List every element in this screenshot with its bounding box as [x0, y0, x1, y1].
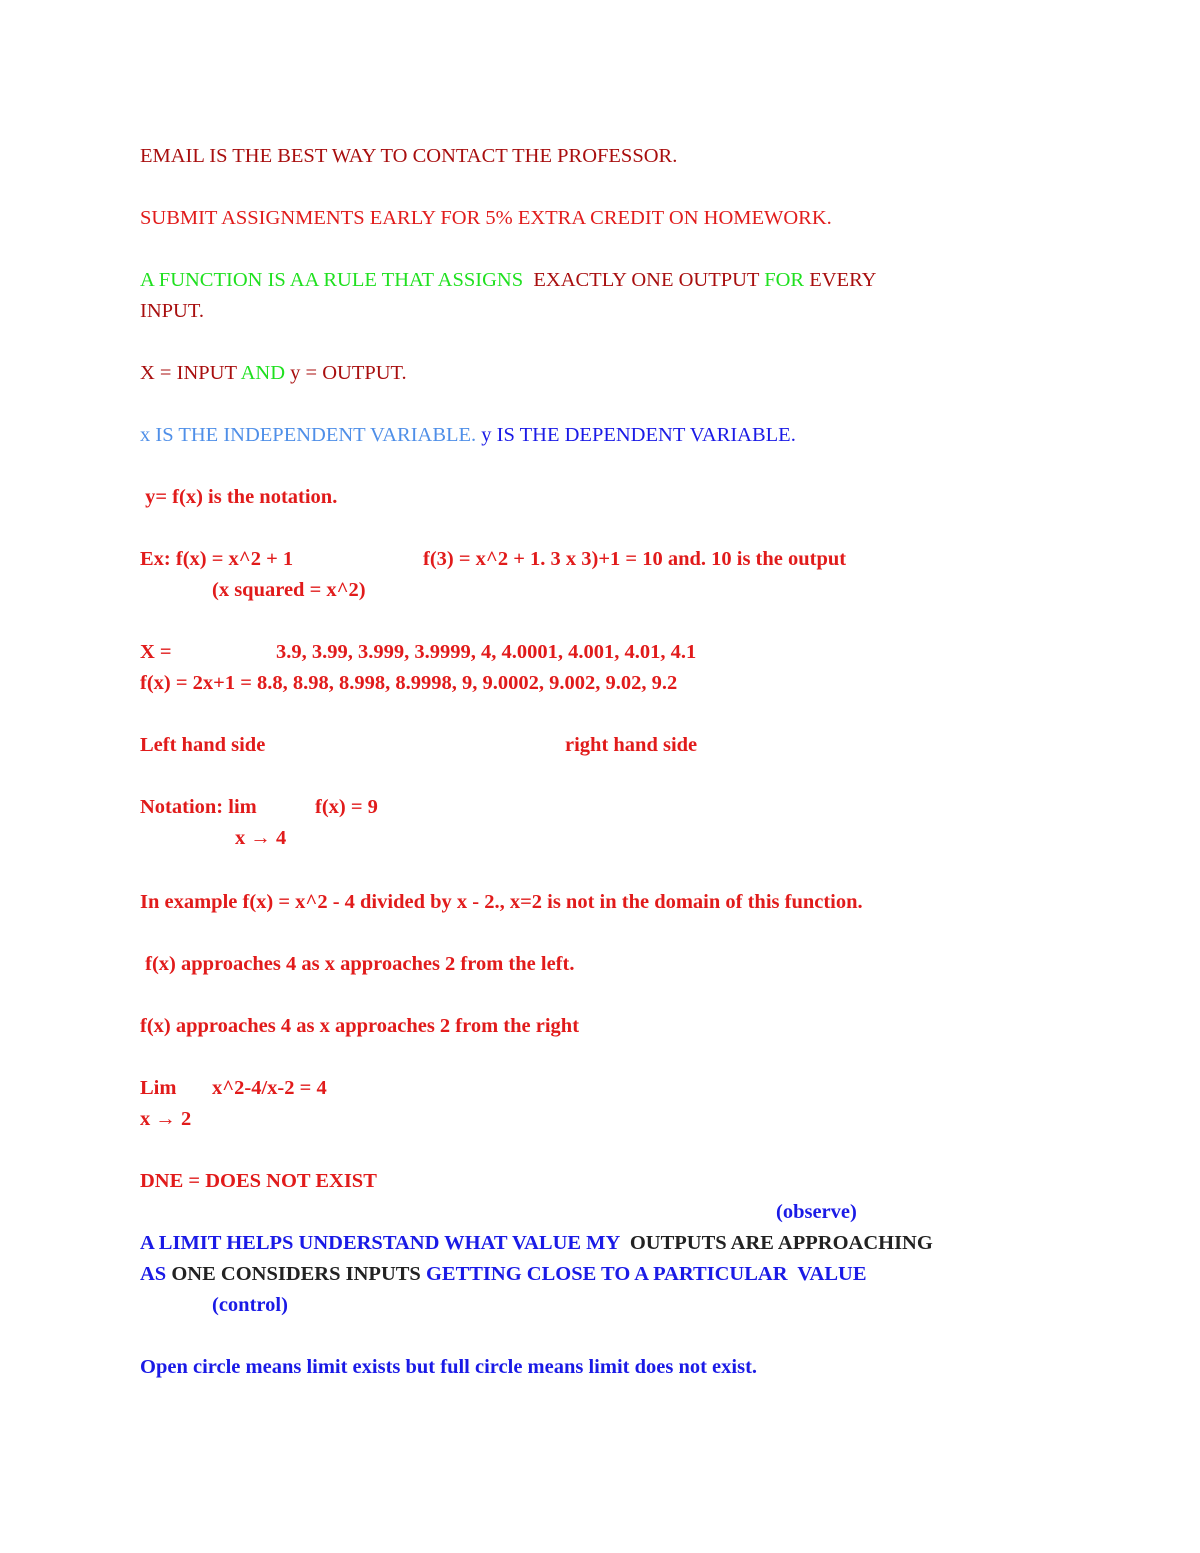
notation-line: y= f(x) is the notation.: [140, 486, 338, 508]
submit-line: SUBMIT ASSIGNMENTS EARLY FOR 5% EXTRA CREDIT ON HOMEWORK.: [140, 207, 832, 229]
function-text-e: INPUT.: [140, 300, 204, 322]
circle-note-line: Open circle means limit exists but full circle means limit does not exist.: [140, 1356, 758, 1378]
dne-line: DNE = DOES NOT EXIST: [140, 1170, 377, 1192]
limit2-equation: x^2-4/x-2 = 4: [212, 1077, 327, 1099]
email-line: EMAIL IS THE BEST WAY TO CONTACT THE PROFESSOR.: [140, 145, 678, 167]
limit-definition-line-1: [140, 1228, 933, 1259]
limit-text-a: A LIMIT HELPS UNDERSTAND WHAT VALUE MY: [140, 1232, 625, 1254]
control-annotation: (control): [212, 1294, 288, 1316]
notation-lim: Notation: lim: [140, 796, 257, 818]
x-values: 3.9, 3.99, 3.999, 3.9999, 4, 4.0001, 4.001, 4.01, 4.1: [276, 641, 697, 663]
example-right: f(3) = x^2 + 1. 3 x 3)+1 = 10 and. 10 is the output: [423, 548, 847, 570]
left-hand-side-label: Left hand side: [140, 734, 266, 756]
function-text-a: A FUNCTION IS AA RULE THAT ASSIGNS: [140, 269, 529, 291]
variables-line: [140, 420, 796, 451]
xy-text-c: y = OUTPUT.: [285, 362, 407, 384]
xy-text-b: AND: [240, 362, 286, 384]
limit-definition-line-2: [140, 1259, 867, 1290]
function-text-b: EXACTLY ONE OUTPUT: [528, 269, 765, 291]
limit-text-b: OUTPUTS ARE APPROACHING: [624, 1232, 933, 1254]
input-output-line: [140, 358, 407, 389]
limit2-subscript: x → 2: [140, 1108, 192, 1130]
limit-text-c: AS: [140, 1263, 167, 1285]
domain-example-line: In example f(x) = x^2 - 4 divided by x - 2., x=2 is not in the domain of this function.: [140, 891, 863, 913]
xy-text-a: X = INPUT: [140, 362, 241, 384]
limit-text-e: GETTING CLOSE TO A PARTICULAR VALUE: [425, 1263, 867, 1285]
example-left: Ex: f(x) = x^2 + 1: [140, 548, 294, 570]
function-text-c: FOR: [764, 269, 805, 291]
observe-annotation: (observe): [776, 1201, 857, 1223]
limit-text-d: ONE CONSIDERS INPUTS: [166, 1263, 426, 1285]
function-definition-line: [140, 265, 876, 296]
function-text-d: EVERY: [804, 269, 877, 291]
x-label: X =: [140, 641, 172, 663]
right-hand-side-label: right hand side: [565, 734, 698, 756]
fx-values: f(x) = 2x+1 = 8.8, 8.98, 8.998, 8.9998, 9, 9.0002, 9.002, 9.02, 9.2: [140, 672, 678, 694]
approach-right-line: f(x) approaches 4 as x approaches 2 from the right: [140, 1015, 580, 1037]
example-subnote: (x squared = x^2): [212, 579, 366, 601]
notation-equation: f(x) = 9: [315, 796, 378, 818]
limit2-lim: Lim: [140, 1077, 177, 1099]
dependent-text: y IS THE DEPENDENT VARIABLE.: [481, 424, 796, 446]
notation-subscript: x → 4: [235, 827, 287, 849]
independent-text: x IS THE INDEPENDENT VARIABLE.: [140, 424, 482, 446]
approach-left-line: f(x) approaches 4 as x approaches 2 from the left.: [140, 953, 575, 975]
